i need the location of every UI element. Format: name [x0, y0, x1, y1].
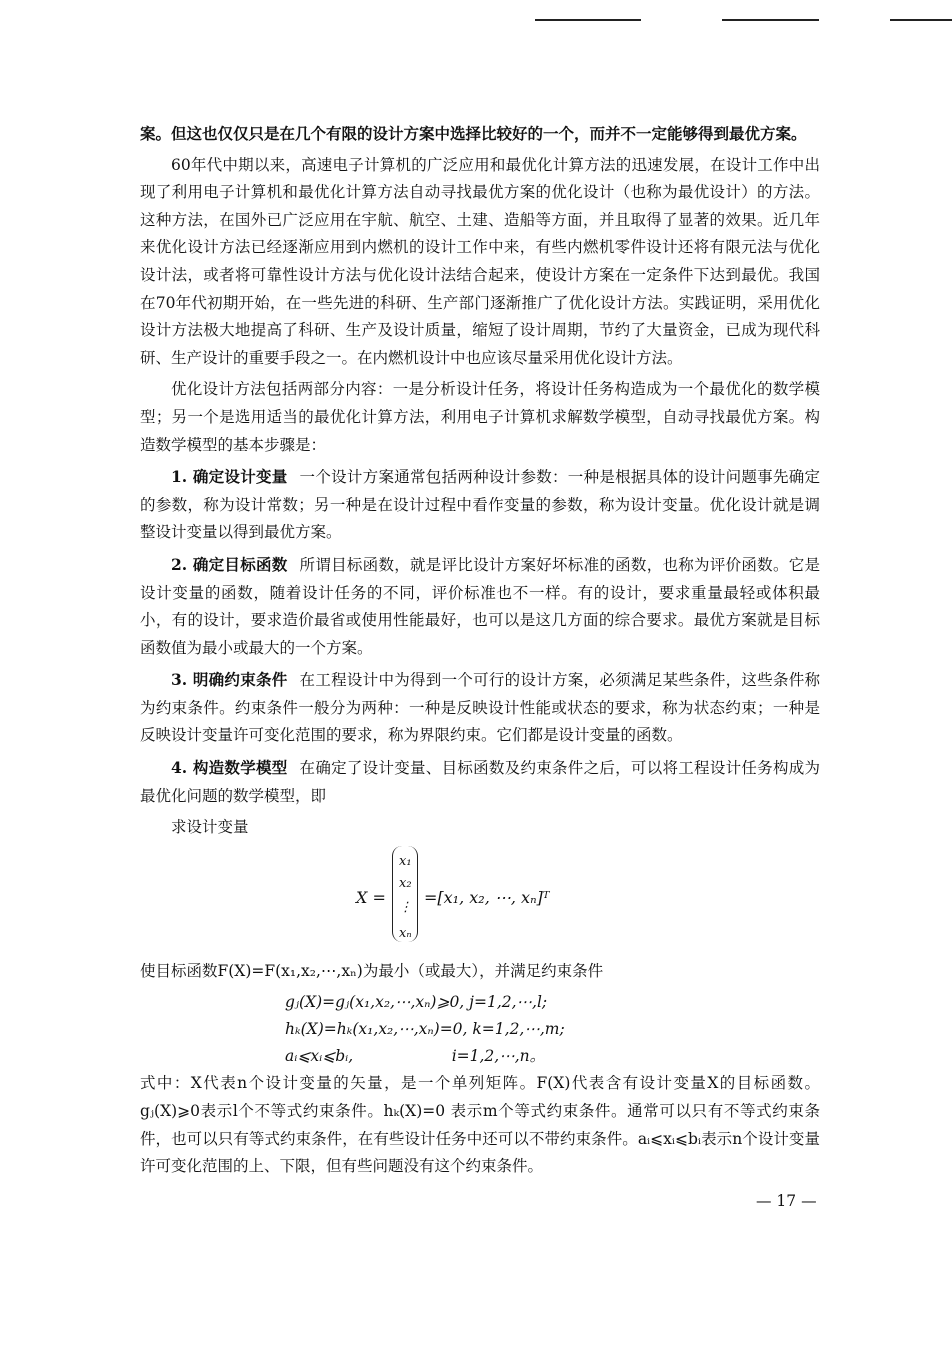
- header-rule-1: [535, 19, 641, 21]
- equality-constraint: hₖ(X)=hₖ(x₁,x₂,⋯,xₙ)=0, k=1,2,⋯,m;: [285, 1020, 565, 1039]
- design-vector-equation: [140, 846, 820, 956]
- page-number: — 17 —: [756, 1192, 817, 1210]
- vector-entry-n: xₙ: [399, 925, 412, 941]
- column-vector: [392, 846, 418, 942]
- step-4-heading: 4. 构造数学模型: [171, 758, 288, 778]
- vector-rhs: =[x₁, x₂, ⋯, xₙ]ᵀ: [424, 887, 550, 907]
- step-2-heading: 2. 确定目标函数: [171, 554, 288, 574]
- header-rule-3: [890, 19, 952, 21]
- step-3-heading: 3. 明确约束条件: [171, 670, 288, 690]
- step-1-heading: 1. 确定设计变量: [171, 467, 288, 487]
- math-intro: 求设计变量: [171, 818, 249, 837]
- vector-entry-2: x₂: [399, 875, 412, 891]
- step-4-body: 在确定了设计变量、目标函数及约束条件之后，可以将工程设计任务构成为最优化问题的数学模型，即: [140, 759, 820, 805]
- objective-statement: 使目标函数F(X)=F(x₁,x₂,⋯,xₙ)为最小（或最大），并满足约束条件: [140, 961, 604, 980]
- bound-constraint: aᵢ⩽xᵢ⩽bᵢ, i=1,2,⋯,n。: [285, 1047, 546, 1066]
- step-2: [140, 551, 820, 662]
- step-3-body: 在工程设计中为得到一个可行的设计方案，必须满足某些条件，这些条件称为约束条件。约束条件一般分为两种：一种是反映设计性能或状态的要求，称为状态约束；一种是反映设计变量许可变化范围的要求，称为界限约束。它们都是设计变量的函数。: [140, 671, 820, 745]
- paragraph-continuation: 案。但这也仅仅只是在几个有限的设计方案中选择比较好的一个，而并不一定能够得到最优方案。: [140, 124, 807, 143]
- step-2-body: 所谓目标函数，就是评比设计方案好坏标准的函数，也称为评价函数。它是设计变量的函数，随着设计任务的不同，评价标准也不一样。有的设计，要求重量最轻或体积最小，有的设计，要求造价最省或使用性能最好，也可以是这几方面的综合要求。最优方案就是目标函数值为最小或最大的一个方案。: [140, 555, 820, 657]
- vector-entry-1: x₁: [399, 853, 412, 869]
- vector-lhs: X =: [356, 887, 386, 907]
- step-1-body: 一个设计方案通常包括两种设计参数：一种是根据具体的设计问题事先确定的参数，称为设计常数；另一种是在设计过程中看作变量的参数，称为设计变量。优化设计就是调整设计变量以得到最优方案。: [140, 468, 820, 542]
- inequality-constraint: gⱼ(X)=gⱼ(x₁,x₂,⋯,xₙ)⩾0, j=1,2,⋯,l;: [285, 993, 548, 1012]
- header-rule-2: [722, 19, 819, 21]
- constraint-list: [285, 989, 820, 1070]
- step-1: [140, 463, 820, 547]
- paragraph-explanation: 式中：X代表n个设计变量的矢量，是一个单列矩阵。F(X)代表含有设计变量X的目标函数。gⱼ(X)⩾0表示l个不等式约束条件。hₖ(X)=0 表示m个等式约束条件。通常可以只有不等式约束条件，也可以只有等式约束条件，在有些设计任务中还可以不带约束条件。aᵢ⩽xᵢ⩽bᵢ表示n个设计变量许可变化范围的上、下限，但有些问题没有这个约束条件。: [140, 1074, 820, 1176]
- step-4: [140, 754, 820, 810]
- step-3: [140, 666, 820, 750]
- paragraph-method: 优化设计方法包括两部分内容：一是分析设计任务，将设计任务构造成为一个最优化的数学模型；另一个是选用适当的最优化计算方法，利用电子计算机求解数学模型，自动寻找最优方案。构造数学模型的基本步骤是：: [140, 380, 820, 454]
- vector-entry-ellipsis: ⋮: [399, 899, 412, 915]
- page-body: [140, 120, 820, 1185]
- paragraph-history: 60年代中期以来，高速电子计算机的广泛应用和最优化计算方法的迅速发展，在设计工作中出现了利用电子计算机和最优化计算方法自动寻找最优方案的优化设计（也称为最优设计）的方法。这种方法，在国外已广泛应用在宇航、航空、土建、造船等方面，并且取得了显著的效果。近几年来优化设计方法已经逐渐应用到内燃机的设计工作中来，有些内燃机零件设计还将有限元法与优化设计法，或者将可靠性设计方法与优化设计法结合起来，使设计方案在一定条件下达到最优。我国在70年代初期开始，在一些先进的科研、生产部门逐渐推广了优化设计方法。实践证明，采用优化设计方法极大地提高了科研、生产及设计质量，缩短了设计周期，节约了大量资金，已成为现代科研、生产设计的重要手段之一。在内燃机设计中也应该尽量采用优化设计方法。: [140, 155, 820, 367]
